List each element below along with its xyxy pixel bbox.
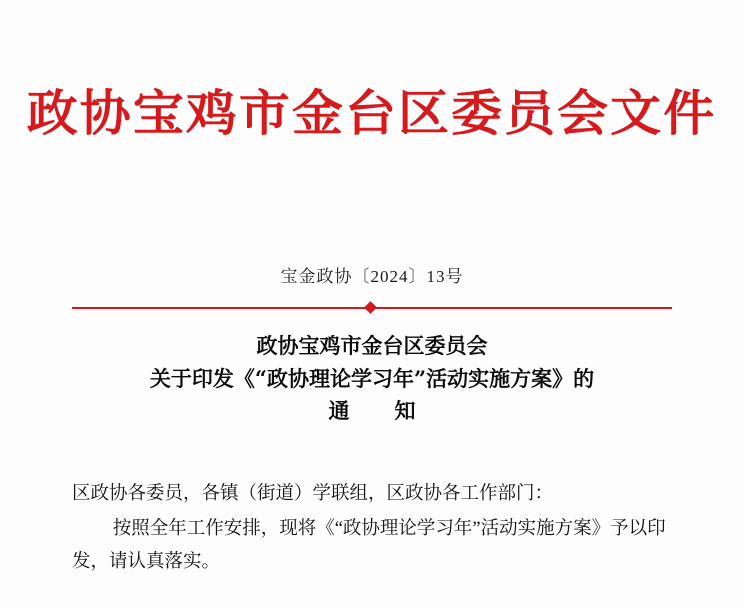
subject-line-notice: 通 知 [328, 398, 428, 424]
document-header-title: 政协宝鸡市金台区委员会文件 [27, 84, 717, 142]
red-separator-rule [72, 303, 672, 313]
body-recipients: 区政协各委员，各镇（街道）学联组，区政协各工作部门： [72, 484, 554, 504]
document-number: 宝金政协〔2024〕13号 [280, 267, 464, 286]
subject-line-issuer: 政协宝鸡市金台区委员会 [256, 333, 488, 358]
document-subject [0, 330, 744, 428]
subject-line-about: 关于印发《“政协理论学习年”活动实施方案》的 [149, 365, 595, 391]
red-rule-diamond-icon [364, 301, 377, 314]
document-body [72, 478, 672, 581]
body-paragraph: 按照全年工作安排，现将《“政协理论学习年”活动实施方案》予以印发，请认真落实。 [72, 518, 666, 572]
document-header [0, 86, 744, 141]
